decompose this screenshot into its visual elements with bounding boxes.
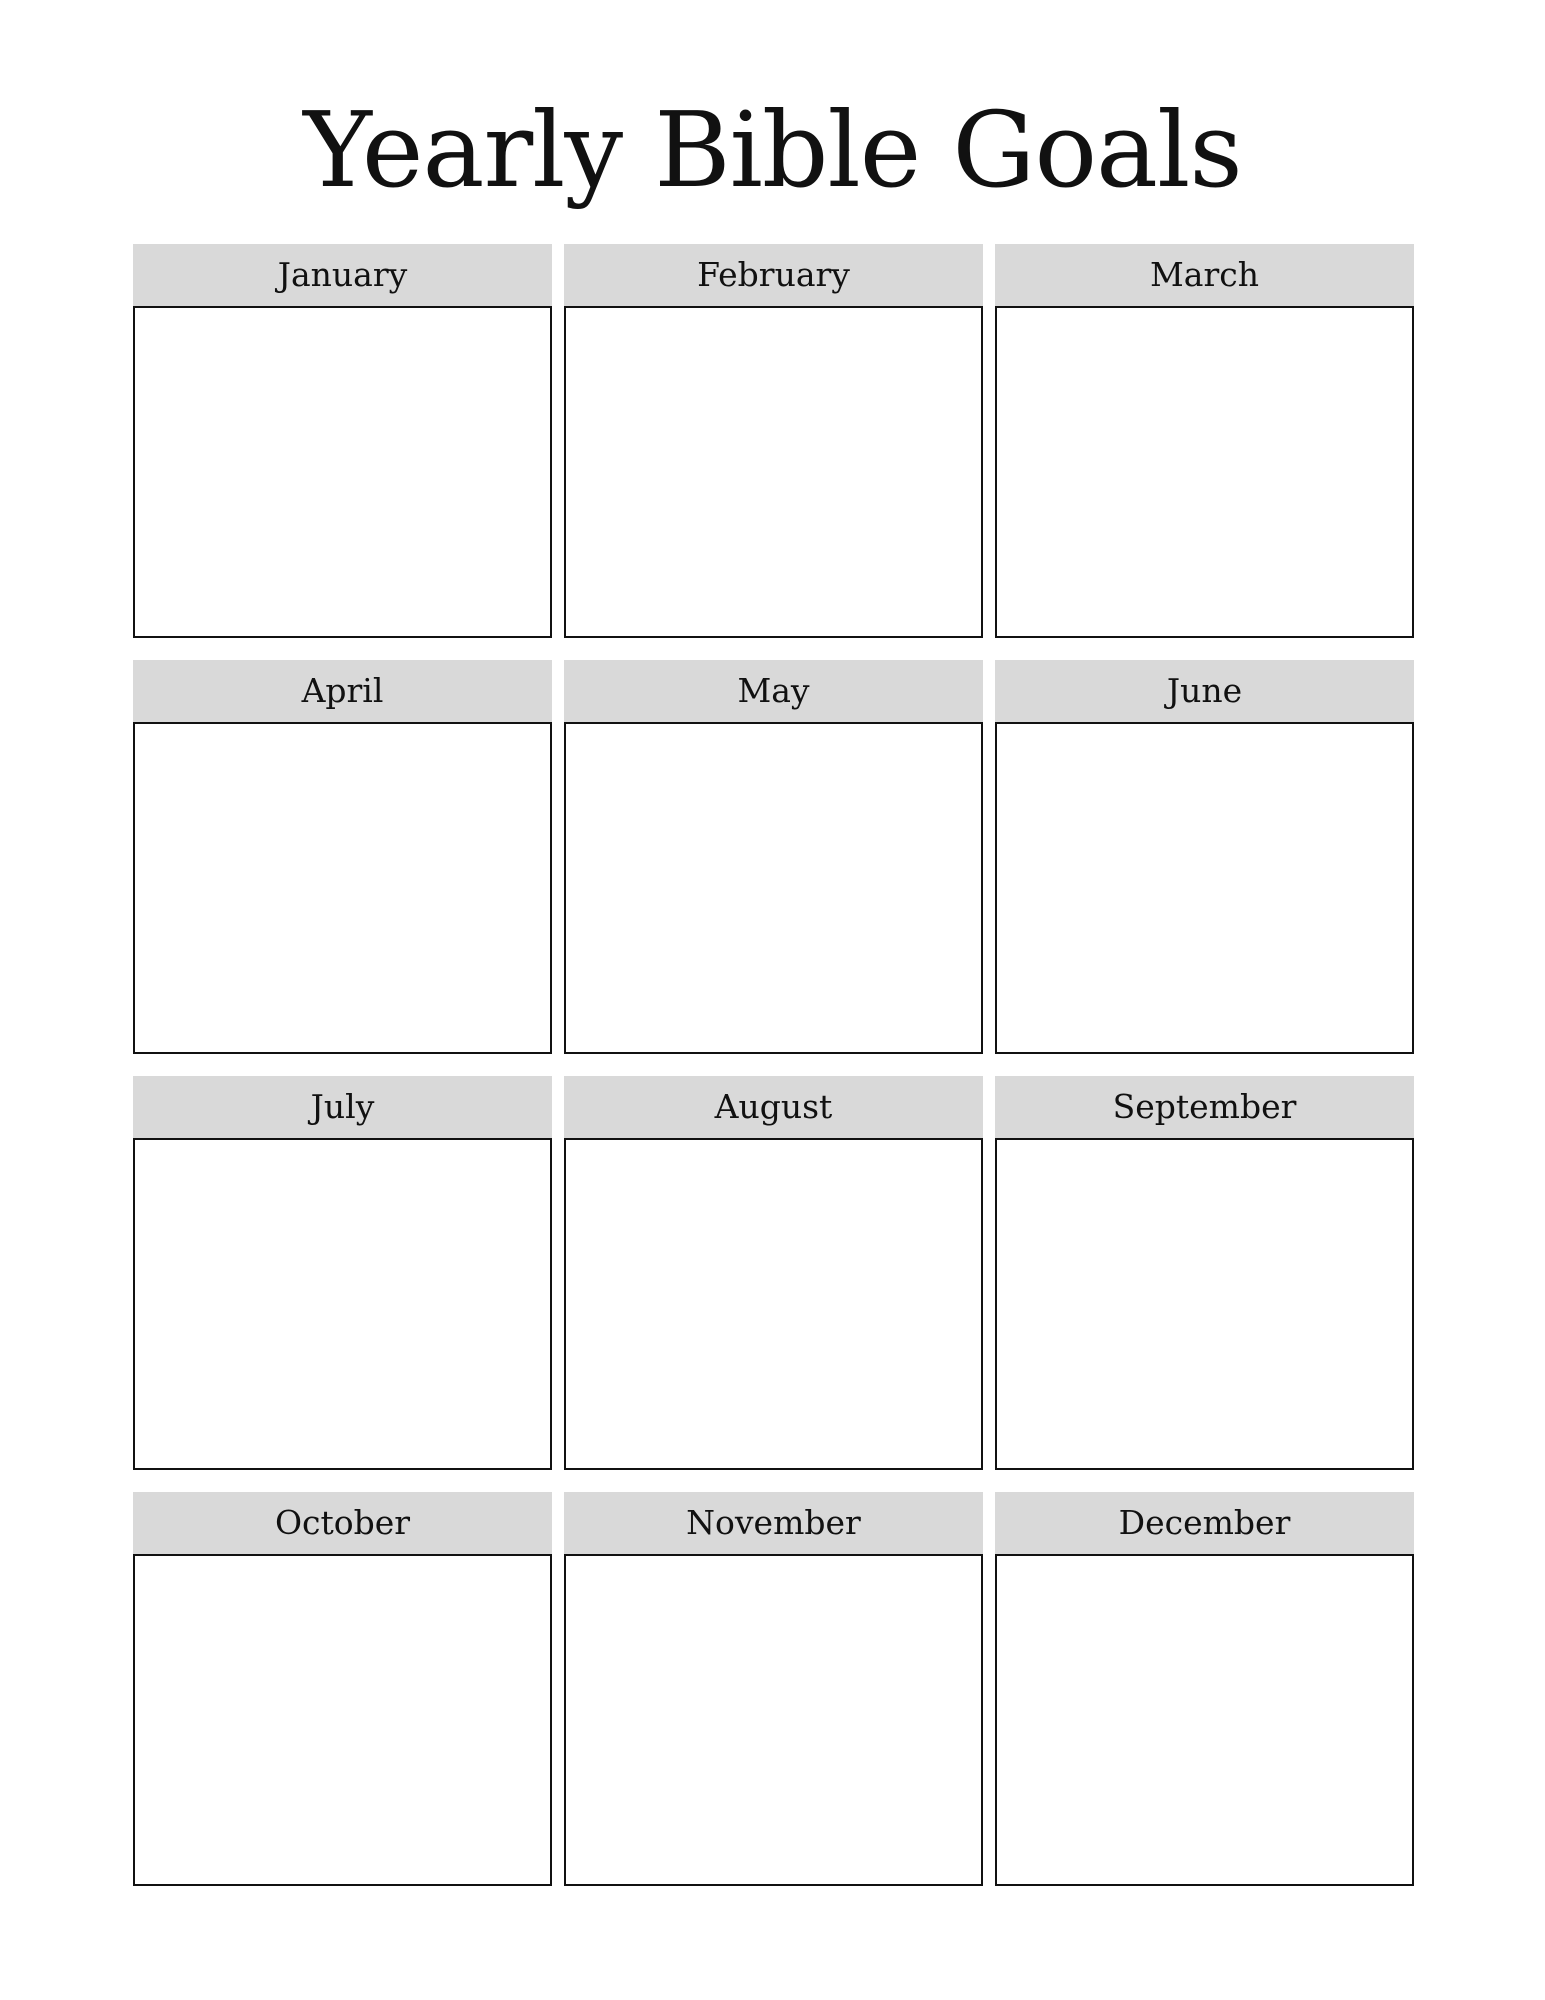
month-cell-march xyxy=(995,244,1414,638)
month-cell-february xyxy=(564,244,983,638)
month-cell-june xyxy=(995,660,1414,1054)
month-cell-april xyxy=(133,660,552,1054)
goal-box[interactable] xyxy=(995,722,1414,1054)
month-cell-november xyxy=(564,1492,983,1886)
month-header: August xyxy=(564,1076,983,1138)
month-header: September xyxy=(995,1076,1414,1138)
month-header: January xyxy=(133,244,552,306)
month-header: May xyxy=(564,660,983,722)
goal-box[interactable] xyxy=(564,306,983,638)
month-header: March xyxy=(995,244,1414,306)
month-header: February xyxy=(564,244,983,306)
goal-box[interactable] xyxy=(995,1554,1414,1886)
month-header: October xyxy=(133,1492,552,1554)
month-cell-may xyxy=(564,660,983,1054)
month-cell-august xyxy=(564,1076,983,1470)
month-cell-july xyxy=(133,1076,552,1470)
page-title: Yearly Bible Goals xyxy=(303,89,1242,211)
month-cell-september xyxy=(995,1076,1414,1470)
month-header: November xyxy=(564,1492,983,1554)
month-cell-october xyxy=(133,1492,552,1886)
goal-box[interactable] xyxy=(133,1138,552,1470)
month-grid xyxy=(133,244,1415,1886)
goal-box[interactable] xyxy=(564,722,983,1054)
month-header: July xyxy=(133,1076,552,1138)
month-cell-january xyxy=(133,244,552,638)
goal-box[interactable] xyxy=(995,1138,1414,1470)
goal-box[interactable] xyxy=(133,306,552,638)
goal-box[interactable] xyxy=(133,1554,552,1886)
month-cell-december xyxy=(995,1492,1414,1886)
month-header: December xyxy=(995,1492,1414,1554)
month-header: April xyxy=(133,660,552,722)
goal-box[interactable] xyxy=(995,306,1414,638)
goal-box[interactable] xyxy=(564,1138,983,1470)
goal-box[interactable] xyxy=(133,722,552,1054)
goal-box[interactable] xyxy=(564,1554,983,1886)
month-header: June xyxy=(995,660,1414,722)
